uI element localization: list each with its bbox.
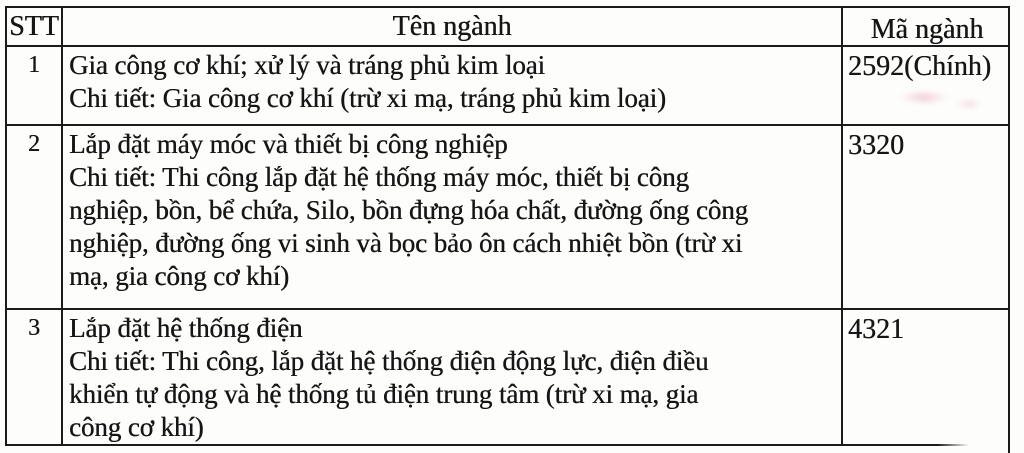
industry-code-cell: 2592(Chính) <box>843 47 1008 126</box>
header-cell-stt: STT <box>7 8 63 47</box>
industry-detail-line: nghiệp, đường ống vi sinh và bọc bảo ôn cách nhiệt bồn (trừ xi <box>69 228 743 258</box>
header-cell-industry-code: Mã ngành <box>843 8 1008 47</box>
industry-code-cell: 4321 <box>848 314 904 345</box>
industry-detail-line: mạ, gia công cơ khí) <box>69 261 289 291</box>
bottom-border-fade-segment <box>843 444 969 446</box>
industry-name-line: Lắp đặt hệ thống điện <box>69 313 303 343</box>
industry-detail-line: công cơ khí) <box>69 412 204 442</box>
industry-table <box>5 6 1008 446</box>
industry-name-cell <box>63 310 843 446</box>
table-row <box>7 310 1008 446</box>
table-header-row <box>7 8 1008 47</box>
industry-detail-line: khiển tự động và hệ thống tủ điện trung tâm (trừ xi mạ, gia <box>69 379 699 409</box>
industry-name-cell <box>63 126 843 310</box>
table-right-border-line <box>1008 6 1010 453</box>
table-row <box>7 126 1008 310</box>
industry-name-line: Lắp đặt máy móc và thiết bị công nghiệp <box>69 129 508 159</box>
industry-detail-line: Chi tiết: Gia công cơ khí (trừ xi mạ, tráng phủ kim loại) <box>69 83 666 113</box>
header-cell-industry-name: Tên ngành <box>63 8 843 47</box>
industry-code-cell: 3320 <box>843 126 1008 310</box>
industry-name-line: Gia công cơ khí; xử lý và tráng phủ kim loại <box>69 50 545 80</box>
table-row <box>7 47 1008 126</box>
row-number-cell: 1 <box>7 47 63 126</box>
industry-detail-line: nghiệp, bồn, bể chứa, Silo, bồn đựng hóa chất, đường ống công <box>69 195 748 225</box>
industry-name-cell <box>63 47 843 126</box>
row-number-cell: 3 <box>7 310 63 446</box>
industry-detail-line: Chi tiết: Thi công lắp đặt hệ thống máy móc, thiết bị công <box>69 162 689 192</box>
row-number-cell: 2 <box>7 126 63 310</box>
industry-detail-line: Chi tiết: Thi công, lắp đặt hệ thống điện động lực, điện điều <box>69 346 709 376</box>
